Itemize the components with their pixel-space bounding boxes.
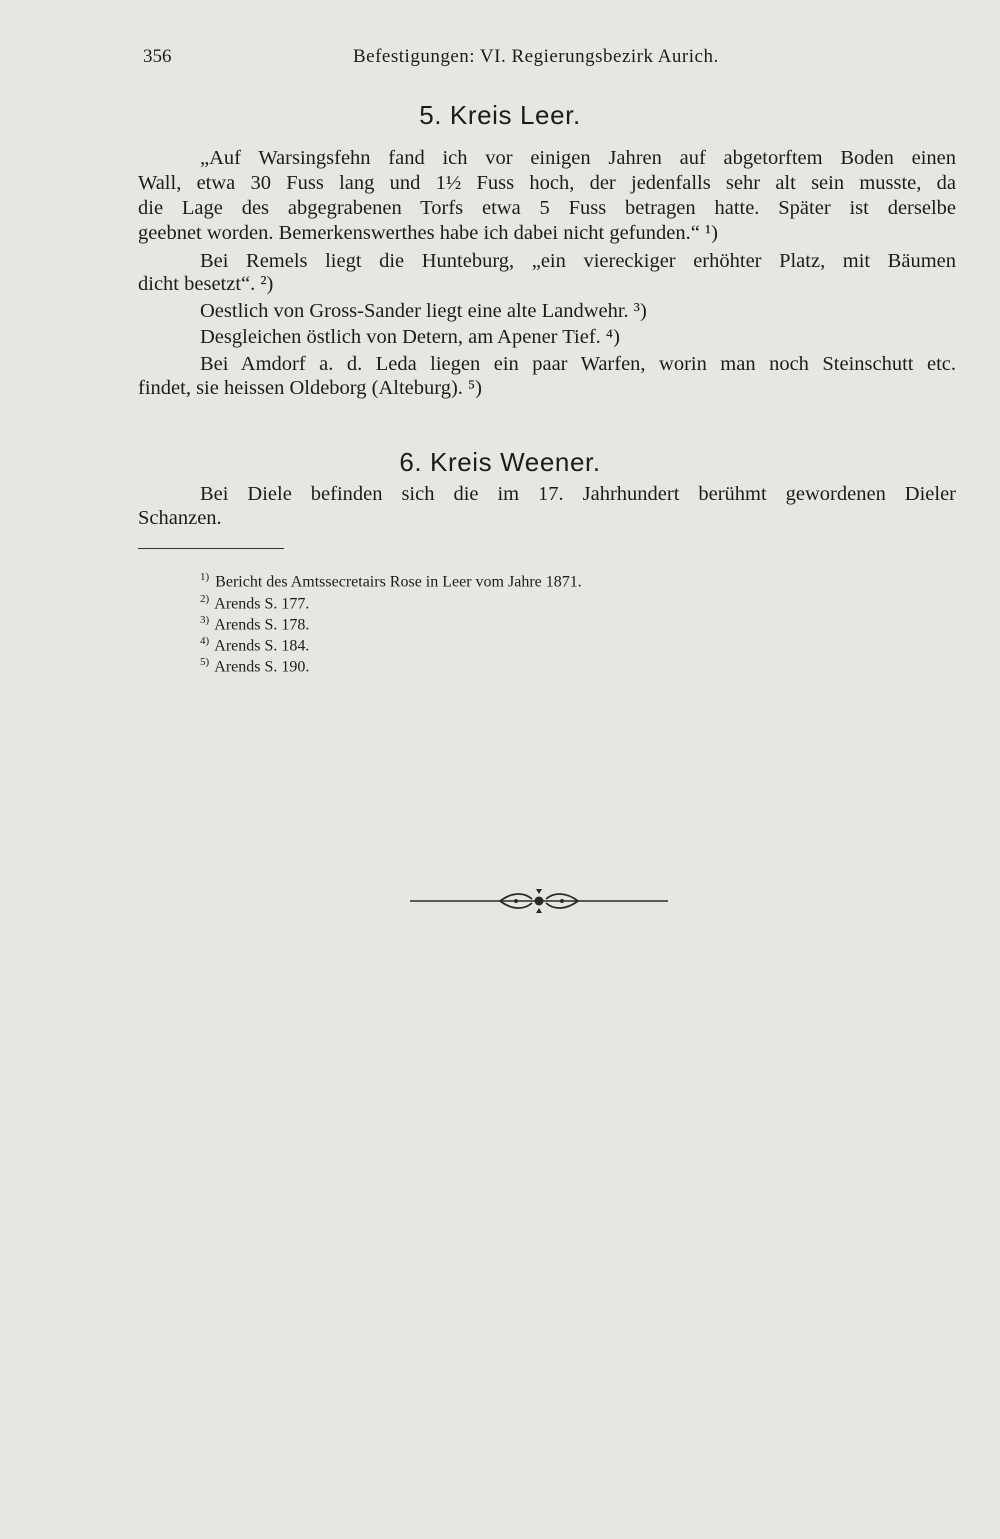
- page-number: 356: [143, 46, 172, 67]
- footnote-text: Arends S. 184.: [214, 637, 310, 655]
- paragraph-line: „Auf Warsingsfehn fand ich vor einigen Jahren auf abgetorftem Boden einen: [200, 147, 956, 169]
- footnote: [200, 611, 309, 634]
- paragraph-line: Bei Amdorf a. d. Leda liegen ein paar Warfen, worin man noch Steinschutt etc.: [200, 353, 956, 375]
- paragraph-line: Desgleichen östlich von Detern, am Apener Tief. ⁴): [200, 326, 620, 348]
- paragraph-line: Oestlich von Gross-Sander liegt eine alte Landwehr. ³): [200, 300, 647, 322]
- paragraph-line: dicht besetzt“. ²): [138, 273, 274, 295]
- footnote-text: Bericht des Amtssecretairs Rose in Leer vom Jahre 1871.: [215, 573, 582, 591]
- paragraph-line: findet, sie heissen Oldeborg (Alteburg). ⁵): [138, 377, 482, 399]
- paragraph-line: Bei Remels liegt die Hunteburg, „ein viereckiger erhöhter Platz, mit Bäumen: [200, 250, 956, 272]
- footnote-separator: [138, 548, 284, 549]
- paragraph-line: die Lage des abgegrabenen Torfs etwa 5 Fuss betragen hatte. Später ist derselbe: [138, 197, 956, 219]
- running-title: Befestigungen: VI. Regierungsbezirk Aurich.: [353, 46, 719, 67]
- paragraph-line: Bei Diele befinden sich die im 17. Jahrhundert berühmt gewordenen Dieler: [200, 483, 956, 505]
- footnote: [200, 590, 309, 613]
- footnote-text: Arends S. 178.: [214, 616, 310, 634]
- paragraph-line: Schanzen.: [138, 507, 222, 529]
- running-header: [143, 46, 953, 70]
- section-heading-kreis-weener: 6. Kreis Weener.: [399, 447, 601, 477]
- footnote-mark: 5): [200, 656, 210, 668]
- footnote: [200, 653, 309, 676]
- footnote: [200, 632, 309, 655]
- section-heading-kreis-leer: 5. Kreis Leer.: [419, 100, 581, 130]
- footnote-mark: 4): [200, 635, 210, 647]
- footnote-mark: 1): [200, 571, 210, 583]
- footnote-text: Arends S. 190.: [214, 658, 310, 676]
- footnote-text: Arends S. 177.: [214, 595, 310, 613]
- footnote-mark: 2): [200, 593, 210, 605]
- paragraph-line: Wall, etwa 30 Fuss lang und 1½ Fuss hoch, der jedenfalls sehr alt sein musste, da: [138, 172, 956, 194]
- paragraph-line: geebnet worden. Bemerkenswerthes habe ich dabei nicht gefunden.“ ¹): [138, 222, 718, 244]
- footnote: [200, 568, 582, 591]
- decorative-divider-ornament-icon: [408, 886, 670, 916]
- footnote-mark: 3): [200, 614, 210, 626]
